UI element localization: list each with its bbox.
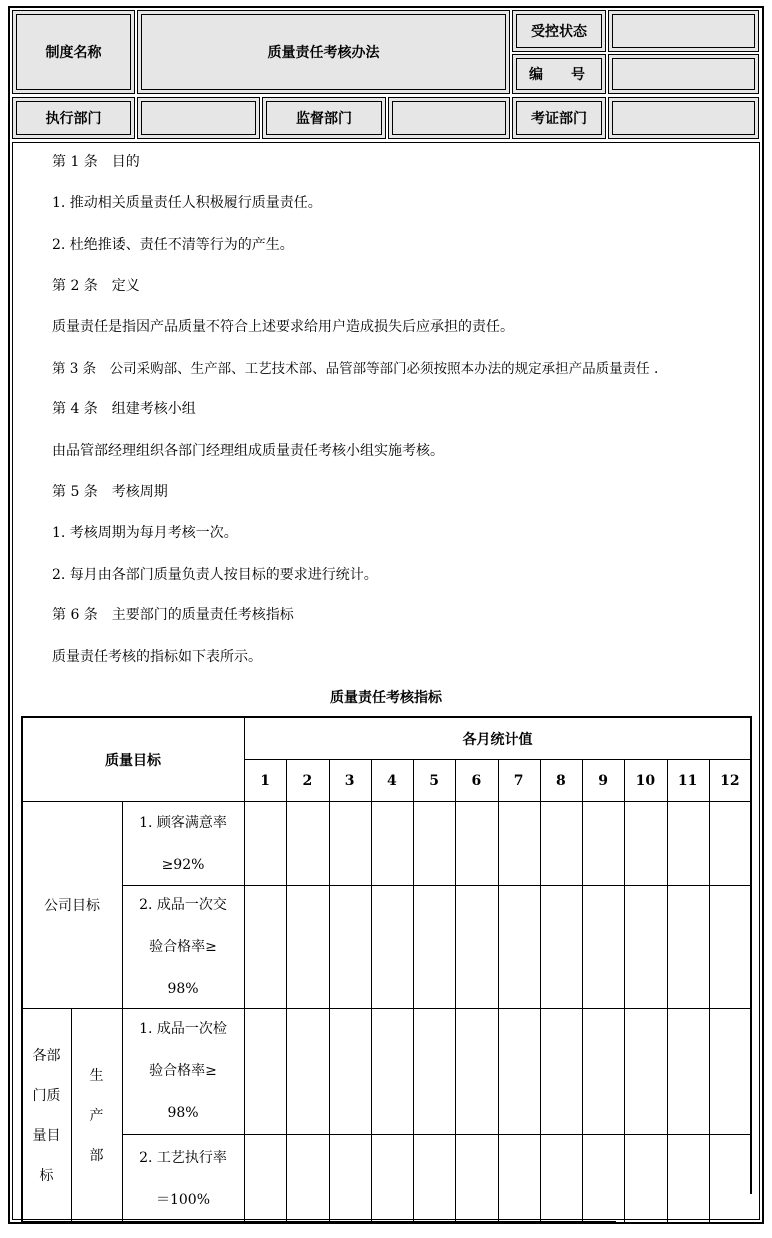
month-header-9: 9 [598,773,608,789]
month-header-11: 11 [677,773,698,789]
monthly-header: 各月统计值 [462,732,533,748]
month-header-4: 4 [387,773,397,789]
paragraph: 2. 每月由各部门质量负责人按目标的要求进行统计。 [52,567,378,583]
company-goal-label: 公司目标 [44,898,100,914]
paragraph: 第 3 条 公司采购部、生产部、工艺技术部、品管部等部门必须按照本办法的规定承担产品质量责任 . [52,361,659,377]
paragraph: 第 6 条 主要部门的质量责任考核指标 [52,607,294,623]
goal-header: 质量目标 [105,753,161,769]
paragraph: 质量责任考核的指标如下表所示。 [52,649,262,665]
verify-dept-value [608,97,759,139]
dept-goal-label: 各部 门质 量目 标 [32,1048,61,1184]
company-goal-item: 1. 顾客满意率 ≥92% [139,815,227,873]
doc-number-label: 编 号 [512,54,606,94]
month-header-2: 2 [302,773,313,789]
paragraph: 由品管部经理组织各部门经理组成质量责任考核小组实施考核。 [52,443,444,459]
production-goal-item: 1. 成品一次检 验合格率≥ 98% [139,1021,227,1121]
doc-number-value [608,54,759,94]
month-header-12: 12 [720,773,740,789]
control-status-value [608,10,759,52]
control-status-label: 受控状态 [512,10,606,52]
exec-dept-value [137,97,260,139]
paragraph: 1. 推动相关质量责任人积极履行质量责任。 [52,195,322,211]
month-header-1: 1 [260,773,270,789]
supervise-dept-value [388,97,510,139]
month-header-10: 10 [635,773,656,789]
paragraph: 第 4 条 组建考核小组 [52,401,196,417]
paragraph: 第 2 条 定义 [52,278,140,294]
exec-dept-label: 执行部门 [12,97,135,139]
month-header-3: 3 [344,773,355,789]
month-header-7: 7 [513,773,524,789]
policy-name-label: 制度名称 [12,10,135,94]
month-header-5: 5 [429,773,439,789]
policy-name-value: 质量责任考核办法 [137,10,510,94]
month-header-8: 8 [556,773,566,789]
paragraph: 第 1 条 目的 [52,154,140,170]
company-goal-item: 2. 成品一次交 验合格率≥ 98% [139,897,227,997]
paragraph: 2. 杜绝推诿、责任不清等行为的产生。 [52,237,294,253]
production-goal-item: 2. 工艺执行率 ＝100% [139,1150,227,1208]
month-header-6: 6 [471,773,482,789]
paragraph: 质量责任是指因产品质量不符合上述要求给用户造成损失后应承担的责任。 [52,319,514,335]
verify-dept-label: 考证部门 [512,97,606,139]
supervise-dept-label: 监督部门 [262,97,386,139]
paragraph: 第 5 条 考核周期 [52,484,168,500]
production-dept-label: 生 产 部 [89,1068,104,1164]
table-caption: 质量责任考核指标 [330,690,442,706]
paragraph: 1. 考核周期为每月考核一次。 [52,525,238,541]
